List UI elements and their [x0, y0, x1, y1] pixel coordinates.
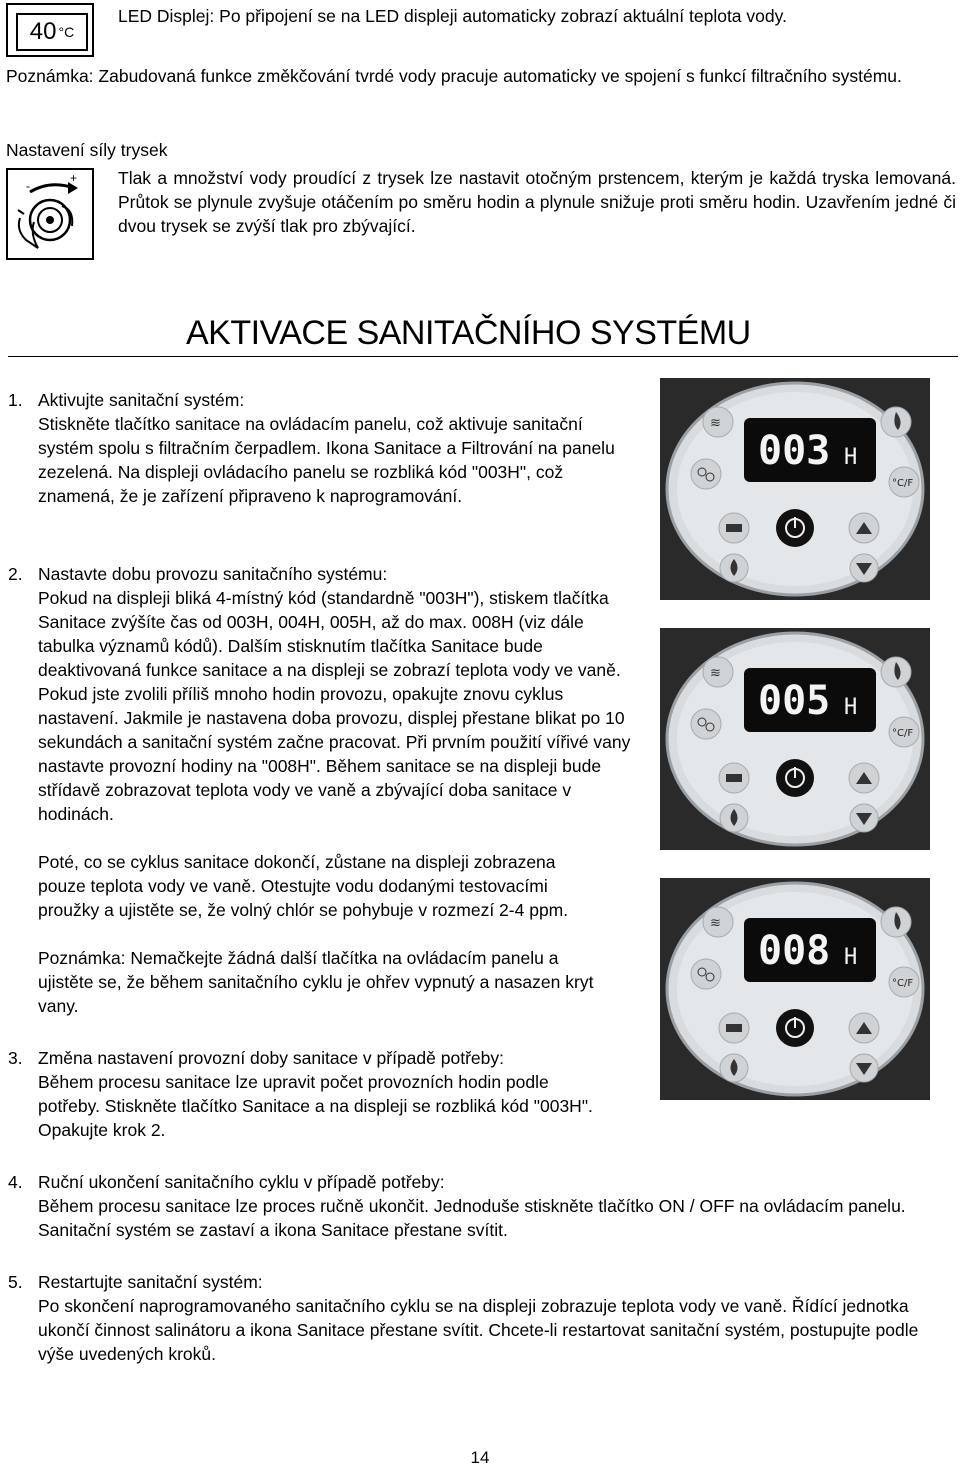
step-2-body: Pokud na displeji bliká 4-místný kód (standardně "003H"), stiskem tlačítka Sanitace zvýšíte čas od 003H, 004H, 005H, až do max. 008H (viz dále tabulka významů kódů). Dalším stisknutím tlačítka Sanitace bude deaktivovaná funkce sanitace a na displeji se zobrazí teplota vody ve vaně. Pokud jste zvolili příliš mnoho hodin provozu, opakujte znovu cyklus nastavení. Jakmile je nastavena doba provozu, displej přestane blikat po 10 sekundách a sanitační systém začne pracovat. Při prvním použití vířivé vany nastavte provozní hodiny na "008H". Během sanitace se na displeji bude střídavě zobrazovat teplota vody ve vaně a zbývající doba sanitace v hodinách. — [38, 588, 631, 824]
note-label: Poznámka: — [6, 66, 94, 86]
step-1-title: Aktivujte sanitační systém: — [38, 390, 245, 410]
temperature-unit: °C — [58, 24, 75, 40]
led-text: Po připojení se na LED displeji automaticky zobrazí aktuální teplota vody. — [214, 6, 787, 26]
step-5-body: Po skončení naprogramovaného sanitačního cyklu se na displeji zobrazuje teplota vody ve vaně. Řídící jednotka ukončí činnost salinátoru a ikona Sanitace přestane svítit. Chcete-li restartovat sanitační systém, postupujte podle výše uvedených kroků. — [38, 1296, 919, 1364]
control-panel-photo-008 — [660, 878, 930, 1100]
step-1-heading — [8, 388, 244, 412]
step-2-title: Nastavte dobu provozu sanitačního systému: — [38, 564, 388, 584]
led-paragraph — [118, 4, 948, 28]
step-5-heading — [8, 1270, 263, 1294]
led-label: LED Displej: — [118, 6, 215, 26]
unit-toggle-label: °C/F — [892, 728, 914, 739]
display-suffix: H — [844, 695, 858, 720]
control-panel-photo-003 — [660, 378, 930, 600]
svg-text:+: + — [70, 171, 78, 185]
section-divider — [8, 356, 958, 357]
control-panel-photo-005 — [660, 628, 930, 850]
step-4-heading — [8, 1170, 445, 1194]
svg-text:≋: ≋ — [710, 666, 721, 681]
step-2-number: 2. — [8, 564, 23, 584]
section-title: AKTIVACE SANITAČNÍHO SYSTÉMU — [186, 314, 751, 352]
step-4-title: Ruční ukončení sanitačního cyklu v případě potřeby: — [38, 1172, 445, 1192]
step-3-number: 3. — [8, 1048, 23, 1068]
svg-text:≋: ≋ — [710, 416, 721, 431]
step-5-title: Restartujte sanitační systém: — [38, 1272, 263, 1292]
page-number: 14 — [470, 1448, 490, 1467]
note-paragraph — [6, 64, 956, 88]
step-2-body-followup: Poté, co se cyklus sanitace dokončí, zůstane na displeji zobrazena pouze teplota vody ve vaně. Otestujte vodu dodanými testovacími proužky a ujistěte se, že volný chlór se pohybuje v rozmezí 2-4 ppm. — [38, 852, 569, 920]
step-1-number: 1. — [8, 390, 23, 410]
svg-text:-: - — [26, 179, 30, 193]
unit-toggle-label: °C/F — [892, 978, 914, 989]
step-4-body: Během procesu sanitace lze proces ručně ukončit. Jednoduše stiskněte tlačítko ON / OFF na ovládacím panelu. Sanitační systém se zastaví a ikona Sanitace přestane svítit. — [38, 1196, 906, 1240]
jet-adjust-icon — [6, 168, 94, 260]
step-3-body: Během procesu sanitace lze upravit počet provozních hodin podle potřeby. Stiskněte tlačítko Sanitace a na displeji se rozbliká kód "003H". Opakujte krok 2. — [38, 1072, 593, 1140]
jets-paragraph: Tlak a množství vody proudící z trysek lze nastavit otočným prstencem, kterým je každá tryska lemovaná. Průtok se plynule zvyšuje otáčením po směru hodin a plynule snižuje proti směru hodin. Uzavřením jedné či dvou trysek se zvýší tlak pro zbývající. — [118, 168, 956, 236]
step-2-note: Poznámka: Nemačkejte žádná další tlačítka na ovládacím panelu a ujistěte se, že během sanitačního cyklu je ohřev vypnutý a nasazen kryt vany. — [38, 948, 594, 1016]
jets-heading: Nastavení síly trysek — [6, 140, 168, 160]
display-code: 003 — [758, 428, 831, 474]
display-suffix: H — [844, 445, 858, 470]
unit-toggle-label: °C/F — [892, 478, 914, 489]
step-1-body: Stiskněte tlačítko sanitace na ovládacím panelu, což aktivuje sanitační systém spolu s filtračním čerpadlem. Ikona Sanitace a Filtrování na panelu zezelená. Na displeji ovládacího panelu se rozbliká kód "003H", což znamená, že je zařízení připraveno k naprogramování. — [38, 414, 615, 506]
step-4-number: 4. — [8, 1172, 23, 1192]
display-code: 005 — [758, 678, 831, 724]
svg-text:≋: ≋ — [710, 916, 721, 931]
step-3-heading — [8, 1046, 504, 1070]
note-text: Zabudovaná funkce změkčování tvrdé vody pracuje automaticky ve spojení s funkcí filtračního systému. — [93, 66, 902, 86]
step-2-heading — [8, 562, 387, 586]
display-suffix: H — [844, 945, 858, 970]
temperature-value: 40 — [29, 18, 57, 45]
temperature-display-icon — [6, 3, 94, 57]
step-5-number: 5. — [8, 1272, 23, 1292]
display-code: 008 — [758, 928, 831, 974]
step-3-title: Změna nastavení provozní doby sanitace v případě potřeby: — [38, 1048, 504, 1068]
